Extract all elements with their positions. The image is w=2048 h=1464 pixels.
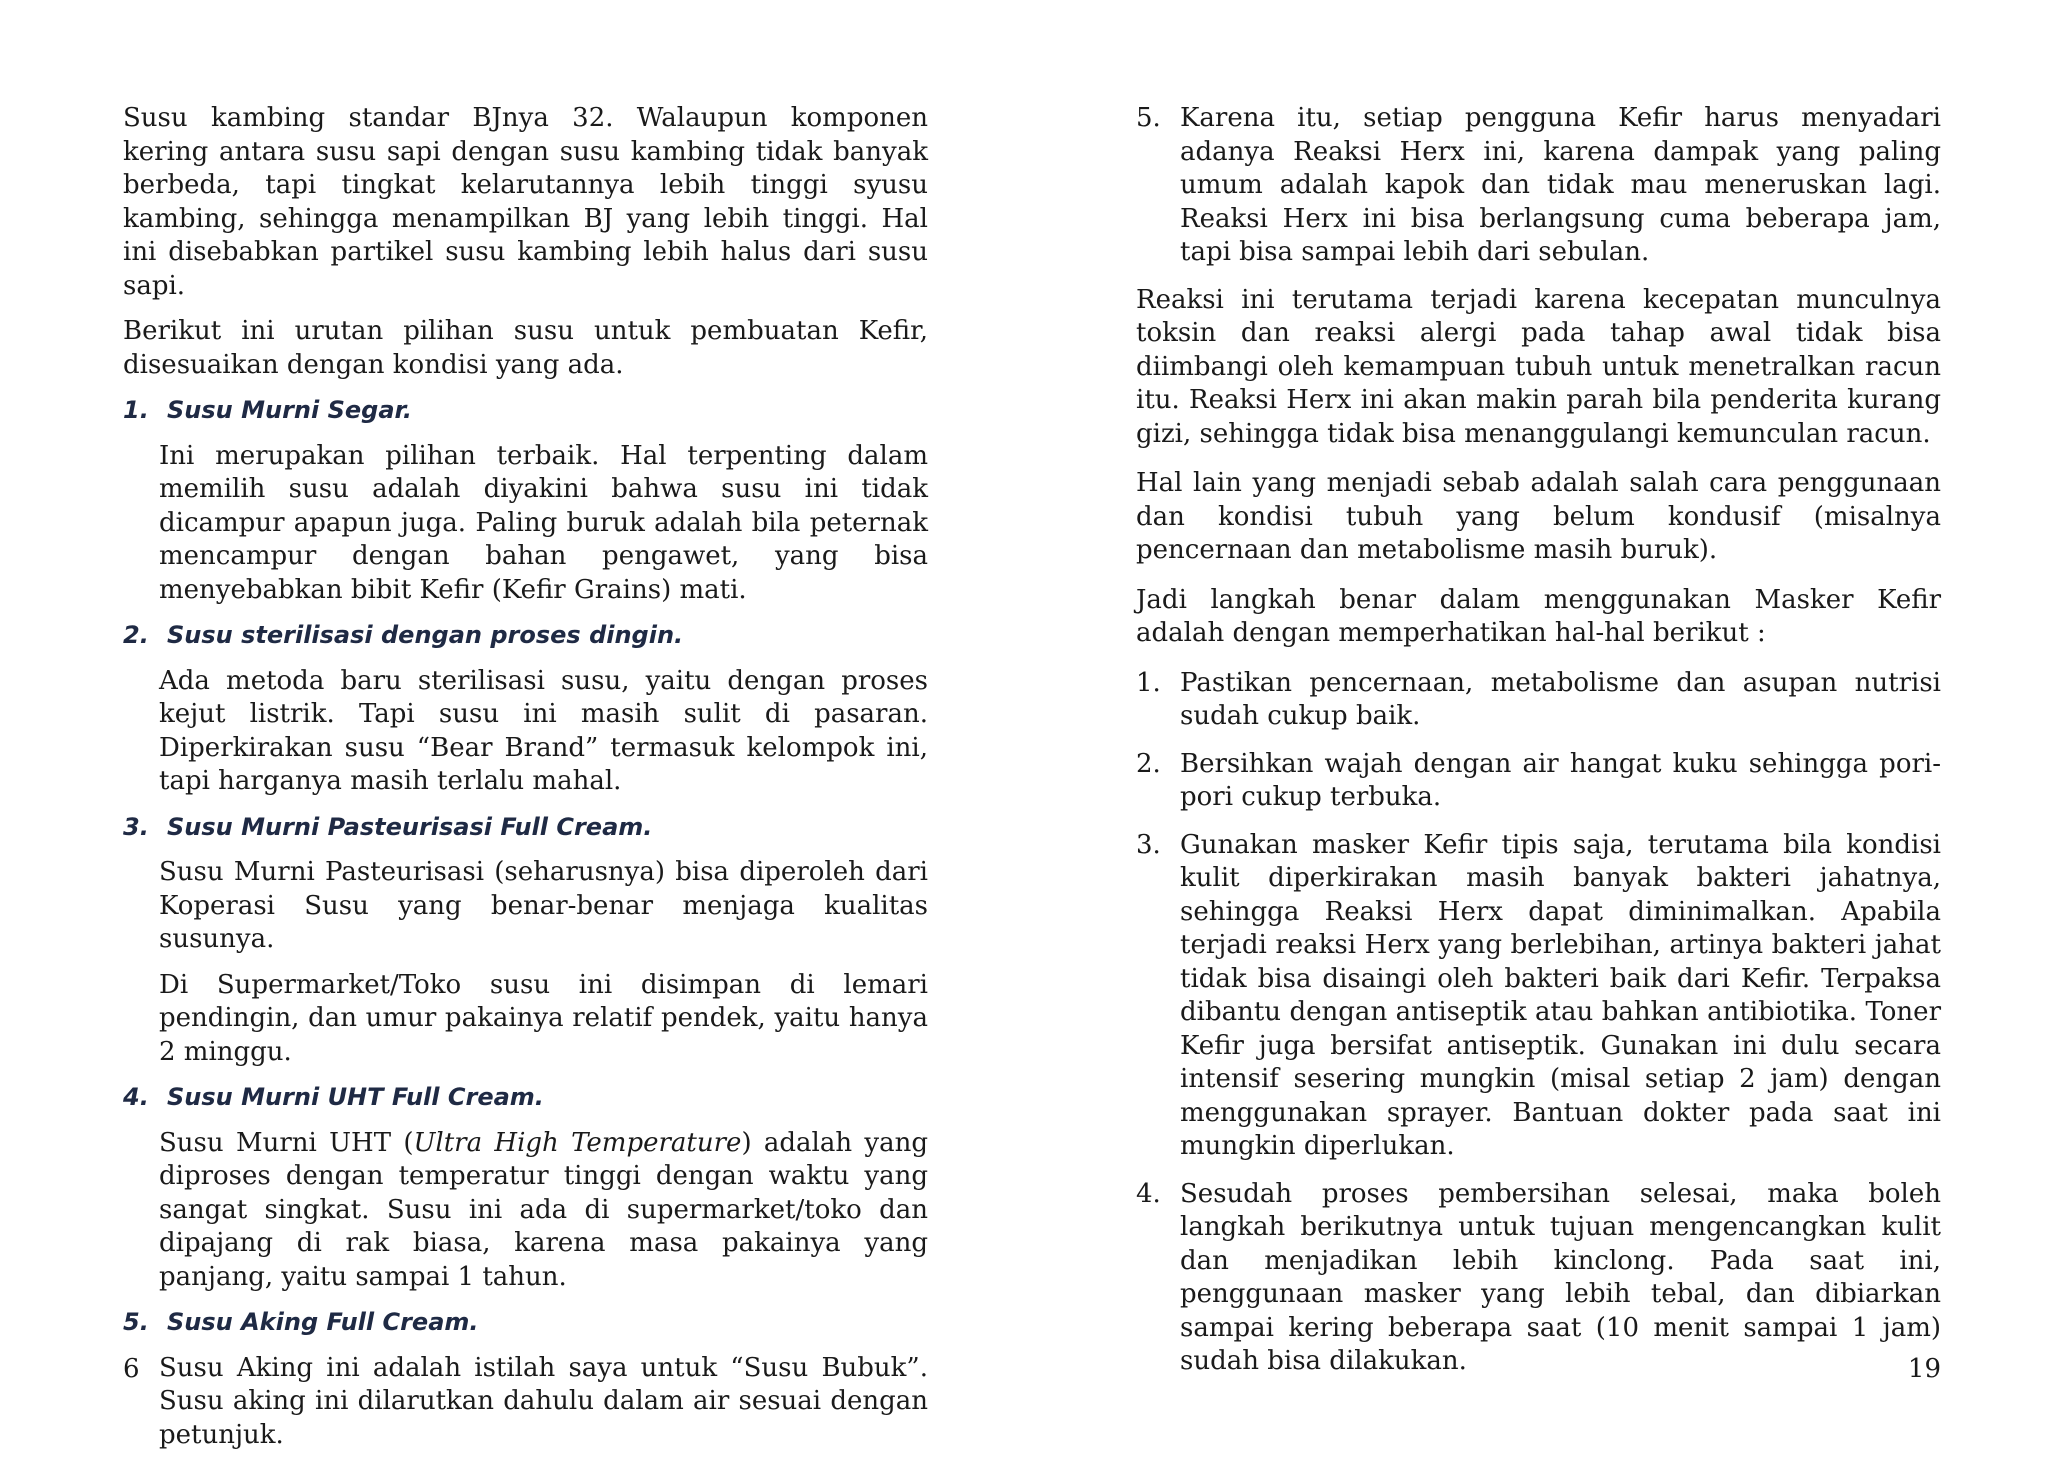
section-3-paragraph-2: Di Supermarket/Toko susu ini disimpan di lemari pendingin, dan umur pakainya relatif pendek, yaitu hanya 2 minggu. [159, 969, 928, 1067]
section-title: Susu Murni UHT Full Cream. [167, 1083, 544, 1111]
intro-paragraph-1: Susu kambing standar BJnya 32. Walaupun komponen kering antara susu sapi dengan susu kambing tidak banyak berbeda, tapi tingkat kelarutannya lebih tinggi syusu kambing, sehingga menampilkan BJ yang lebih tinggi. Hal ini disebabkan partikel susu kambing lebih halus dari susu sapi. [123, 103, 928, 301]
right-page-content [1136, 102, 1941, 1393]
list-number: 5. [1136, 103, 1161, 133]
section-3-paragraph-1: Susu Murni Pasteurisasi (seharusnya) bisa diperoleh dari Koperasi Susu yang benar-benar menjaga kualitas susunya. [159, 857, 928, 954]
list-number: 3. [1136, 829, 1161, 860]
section-title: Susu sterilisasi dengan proses dingin. [167, 621, 684, 649]
left-page [123, 0, 928, 1450]
page-number-left: 6 [123, 1354, 140, 1384]
section-number: 1. [123, 396, 149, 424]
step-item-2 [1136, 748, 1941, 815]
uht-text-before: Susu Murni UHT ( [159, 1127, 414, 1158]
section-2-paragraph: Ada metoda baru sterilisasi susu, yaitu dengan proses kejut listrik. Tapi susu ini masih sulit di pasaran. Diperkirakan susu “Bear Brand” termasuk kelompok ini, tapi harganya masih terlalu mahal. [159, 665, 928, 796]
left-page-content [123, 102, 928, 1464]
section-title: Susu Murni Pasteurisasi Full Cream. [167, 812, 653, 841]
list-text: Pastikan pencernaan, metabolisme dan asupan nutrisi sudah cukup baik. [1180, 667, 1941, 731]
section-4-paragraph [159, 1127, 928, 1295]
herx-paragraph-1: Reaksi ini terutama terjadi karena kecepatan munculnya toksin dan reaksi alergi pada tahap awal tidak bisa diimbangi oleh kemampuan tubuh untuk menetralkan racun itu. Reaksi Herx ini akan makin parah bila penderita kurang gizi, sehingga tidak bisa menanggulangi kemunculan racun. [1136, 284, 1941, 449]
list-number: 1. [1136, 667, 1161, 698]
section-number: 3. [123, 812, 149, 841]
herx-paragraph-2: Hal lain yang menjadi sebab adalah salah cara penggunaan dan kondisi tubuh yang belum kondusif (misalnya pencernaan dan metabolisme masih buruk). [1136, 468, 1941, 565]
list-text: Karena itu, setiap pengguna Kefir harus menyadari adanya Reaksi Herx ini, karena dampak yang paling umum adalah kapok dan tidak mau meneruskan lagi. Reaksi Herx ini bisa berlangsung cuma beberapa jam, tapi bisa sampai lebih dari sebulan. [1180, 103, 1941, 267]
step-item-3 [1136, 829, 1941, 1164]
intro-paragraph-2: Berikut ini urutan pilihan susu untuk pembuatan Kefir, disesuaikan dengan kondisi yang ada. [123, 316, 928, 380]
section-title: Susu Aking Full Cream. [167, 1308, 479, 1336]
list-text: Sesudah proses pembersihan selesai, maka boleh langkah berikutnya untuk tujuan mengencangkan kulit dan menjadikan lebih kinclong. Pada saat ini, penggunaan masker yang lebih tebal, dan dibiarkan sampai kering beberapa saat (10 menit sampai 1 jam) sudah bisa dilakukan. [1180, 1178, 1941, 1376]
section-number: 2. [123, 621, 149, 649]
uht-italic-term: Ultra High Temperature [413, 1127, 742, 1158]
section-heading-5 [123, 1306, 928, 1340]
uht-text-after: ) adalah yang diproses dengan temperatur tinggi dengan waktu yang sangat singkat. Susu ini ada di supermarket/toko dan dipajang di rak biasa, karena masa pakainya yang panjang, yaitu sampai 1 tahun. [159, 1127, 928, 1292]
section-1-paragraph: Ini merupakan pilihan terbaik. Hal terpenting dalam memilih susu adalah diyakini bahwa susu ini tidak dicampur apapun juga. Paling buruk adalah bila peternak mencampur dengan bahan pengawet, yang bisa menyebabkan bibit Kefir (Kefir Grains) mati. [159, 440, 928, 605]
section-heading-4 [123, 1081, 928, 1115]
section-heading-3 [123, 811, 928, 845]
section-5-paragraph: Susu Aking ini adalah istilah saya untuk “Susu Bubuk”. Susu aking ini dilarutkan dahulu dalam air sesuai dengan petunjuk. [159, 1352, 928, 1450]
list-text: Bersihkan wajah dengan air hangat kuku sehingga pori-pori cukup terbuka. [1180, 748, 1941, 812]
right-page [1136, 0, 1941, 1447]
section-heading-1 [123, 394, 928, 428]
list-item-5 [1136, 102, 1941, 270]
list-number: 4. [1136, 1178, 1161, 1209]
herx-paragraph-3: Jadi langkah benar dalam menggunakan Masker Kefir adalah dengan memperhatikan hal-hal berikut : [1136, 584, 1941, 648]
page-number-right: 19 [1907, 1354, 1941, 1384]
list-number: 2. [1136, 748, 1161, 779]
section-title: Susu Murni Segar. [167, 396, 413, 424]
step-item-1 [1136, 667, 1941, 734]
list-text: Gunakan masker Kefir tipis saja, terutama bila kondisi kulit diperkirakan masih banyak bakteri jahatnya, sehingga Reaksi Herx dapat diminimalkan. Apabila terjadi reaksi Herx yang berlebihan, artinya bakteri jahat tidak bisa disaingi oleh bakteri baik dari Kefir. Terpaksa dibantu dengan antiseptik atau bahkan antibiotika. Toner Kefir juga bersifat antiseptik. Gunakan ini dulu secara intensif sesering mungkin (misal setiap 2 jam) dengan menggunakan sprayer. Bantuan dokter pada saat ini mungkin diperlukan. [1180, 829, 1941, 1161]
step-item-4 [1136, 1178, 1941, 1379]
section-number: 4. [123, 1083, 149, 1111]
section-number: 5. [123, 1308, 149, 1336]
section-heading-2 [123, 619, 928, 653]
